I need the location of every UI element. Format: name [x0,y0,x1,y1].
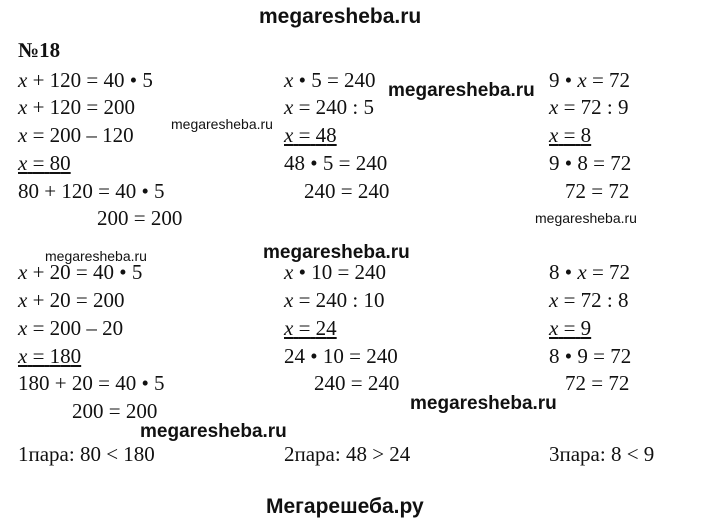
equation-answer: x = 48 [284,123,337,147]
watermark-mid: megaresheba.ru [263,242,410,263]
equation-line: x • 10 = 240 [284,260,387,284]
equation-answer: x = 24 [284,316,337,340]
equation-line: 8 • x = 72 [549,260,631,284]
equation-answer: x = 8 [549,123,592,147]
equation-check: 48 • 5 = 240 [284,151,388,175]
watermark-mid: megaresheba.ru [410,393,557,414]
equation-line: x • 5 = 240 [284,68,376,92]
pair-comparison-2: 2пара: 48 > 24 [284,442,411,466]
equation-answer: x = 180 [18,344,82,368]
task-number: №18 [18,38,61,62]
watermark-bottom: Мегарешеба.ру [266,495,424,518]
equation-line: x + 20 = 200 [18,288,125,312]
equation-line: x = 200 – 20 [18,316,124,340]
equation-check: 200 = 200 [72,399,158,423]
equation-check: 8 • 9 = 72 [549,344,632,368]
equation-answer: x = 9 [549,316,592,340]
equation-line: x + 20 = 40 • 5 [18,260,143,284]
equation-line: x + 120 = 40 • 5 [18,68,153,92]
equation-check: 9 • 8 = 72 [549,151,632,175]
equation-check: 80 + 120 = 40 • 5 [18,179,165,203]
watermark-top: megaresheba.ru [259,5,422,28]
watermark-small: megaresheba.ru [171,116,273,132]
pair-comparison-1: 1пара: 80 < 180 [18,442,155,466]
equation-line: 9 • x = 72 [549,68,631,92]
equation-check: 240 = 240 [304,179,390,203]
equation-line: x = 72 : 9 [549,95,629,119]
watermark-mid: megaresheba.ru [388,80,535,101]
equation-check: 180 + 20 = 40 • 5 [18,371,165,395]
equation-answer: x = 80 [18,151,71,175]
equation-check: 200 = 200 [97,206,183,230]
equation-check: 240 = 240 [314,371,400,395]
pair-comparison-3: 3пара: 8 < 9 [549,442,655,466]
equation-line: x = 200 – 120 [18,123,134,147]
equation-line: x = 240 : 5 [284,95,375,119]
watermark-small: megaresheba.ru [535,210,637,226]
equation-line: x + 120 = 200 [18,95,136,119]
watermark-small: megaresheba.ru [45,248,147,264]
equation-check: 72 = 72 [565,371,630,395]
watermark-mid: megaresheba.ru [140,421,287,442]
equation-check: 24 • 10 = 240 [284,344,398,368]
equation-check: 72 = 72 [565,179,630,203]
equation-line: x = 240 : 10 [284,288,385,312]
equation-line: x = 72 : 8 [549,288,629,312]
